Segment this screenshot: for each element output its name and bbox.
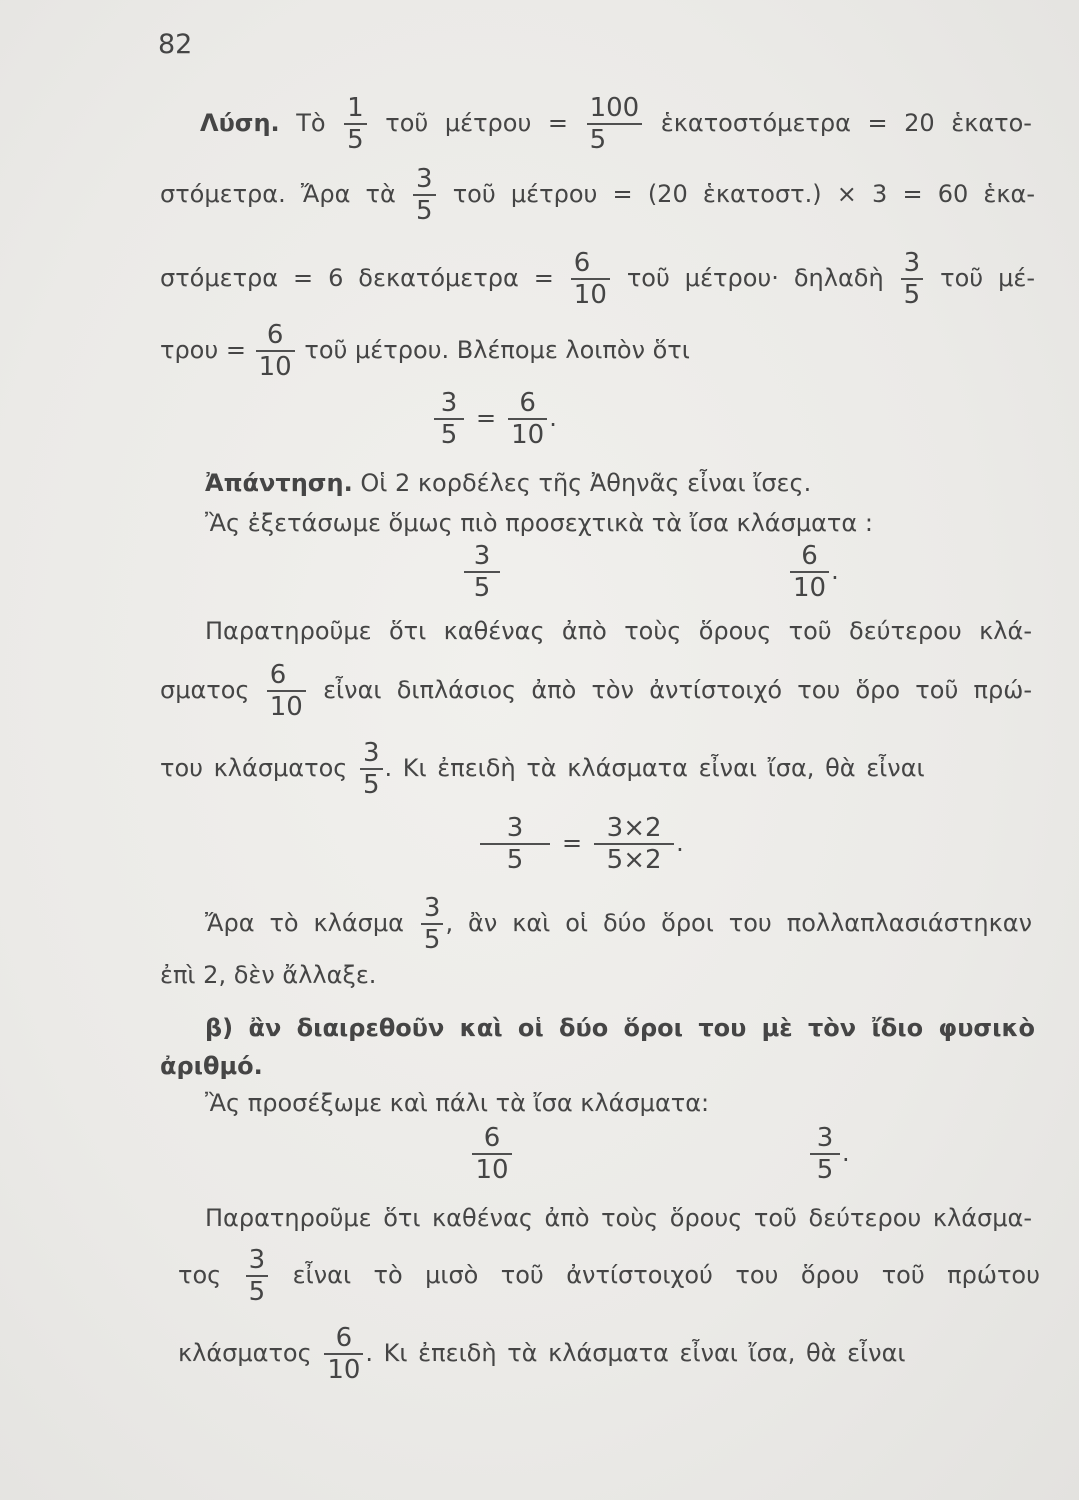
text-segment: . Κι ἐπειδὴ τὰ κλάσματα εἶναι ἴσα, θὰ εἶναι [365,1339,906,1367]
fraction-numerator: 3 [360,740,383,770]
fraction-denominator: 5 [347,124,364,155]
text-line [160,733,1040,803]
fraction-denominator: 5 [423,924,441,955]
fraction-numerator: 6 [571,250,610,280]
text-line [178,1240,1040,1310]
period: . [676,829,684,857]
fraction-numerator: 6 [256,322,295,352]
period: . [549,404,557,432]
fraction-numerator: 3 [901,250,924,280]
fraction-numerator: 3 [434,390,464,420]
text-line [205,1068,1040,1138]
fraction-numerator: 3 [810,1125,840,1155]
solution-label: Λύση. [200,109,280,137]
text-segment: Παρατηροῦμε ὅτι καθένας ἀπὸ τοὺς ὅρους τοῦ δεύτερου κλά- [205,617,1032,645]
fraction-numerator: 6 [790,543,829,573]
fraction [480,812,550,875]
fraction [472,1122,512,1185]
text-segment: του κλάσματος [160,754,348,782]
fraction-denominator: 5 [440,419,458,450]
fraction-denominator: 10 [258,351,292,382]
fraction-numerator: 1 [344,95,367,125]
fraction [810,1122,840,1185]
period: . [831,557,839,585]
text-line [178,1318,1040,1388]
text-segment: τος [178,1261,222,1289]
fraction-numerator: 3 [413,166,436,196]
fraction-denominator: 5 [248,1276,266,1307]
fraction [434,387,464,450]
fraction [267,659,306,722]
equals-sign: = [476,404,497,432]
text-line [160,243,1035,313]
fraction-denominator: 10 [573,279,607,310]
fraction-numerator: 3×2 [594,815,674,845]
fraction-denominator: 5 [473,572,491,603]
fraction-pair-second [808,1118,850,1188]
heading-text: ἀριθμό. [160,1052,263,1080]
fraction [790,540,829,603]
text-segment: κλάσματος [178,1339,312,1367]
fraction-denominator: 10 [327,1354,361,1385]
fraction [246,1244,269,1307]
fraction [344,92,367,155]
heading-text: β) ἂν διαιρεθοῦν καὶ οἱ δύο ὅροι του μὲ τὸν ἴδιο φυσικὸ [205,1014,1035,1042]
fraction-denominator: 10 [269,691,303,722]
fraction [508,387,547,450]
equation [432,383,557,453]
fraction-denominator: 5 [589,124,607,155]
fraction-numerator: 6 [508,390,547,420]
answer-label: Ἀπάντηση. [205,469,353,497]
text-line [160,315,1040,385]
text-segment: ἐπὶ 2, δὲν ἄλλαξε. [160,961,377,989]
fraction [901,247,924,310]
text-segment: τοῦ μέτρου = [385,109,568,137]
text-segment: τρου = [160,336,246,364]
fraction-pair-first [470,1118,514,1188]
text-segment: Ἂς ἐξετάσωμε ὅμως πιὸ προσεχτικὰ τὰ ἴσα κλάσματα : [205,509,873,537]
text-segment: στόμετρα. Ἄρα τὰ [160,180,396,208]
fraction-denominator: 5 [506,844,524,875]
fraction-denominator: 5 [903,279,921,310]
text-line [200,88,1032,158]
page-number: 82 [158,29,193,60]
text-segment: στόμετρα = 6 δεκατόμετρα = [160,264,554,292]
fraction-numerator: 3 [421,895,444,925]
fraction-denominator: 10 [475,1154,509,1185]
text-segment: Ἂς προσέξωμε καὶ πάλι τὰ ἴσα κλάσματα: [205,1089,710,1117]
text-segment: Οἱ 2 κορδέλες τῆς Ἀθηνᾶς εἶναι ἴσες. [360,469,812,497]
text-segment: τοῦ μέτρου = (20 ἑκατοστ.) × 3 = 60 ἑκα- [452,180,1036,208]
text-segment: , ἂν καὶ οἱ δύο ὅροι του πολλαπλασιάστηκαν [445,909,1032,937]
text-line [160,159,1035,229]
fraction [464,540,500,603]
equals-sign: = [562,829,583,857]
text-segment: εἶναι διπλάσιος ἀπὸ τὸν ἀντίστοιχό του ὅρο τοῦ πρώ- [323,676,1032,704]
text-segment: Παρατηροῦμε ὅτι καθένας ἀπὸ τοὺς ὅρους τοῦ δεύτερου κλάσμα- [205,1204,1032,1232]
text-segment: τοῦ μέτρου. Βλέπομε λοιπὸν ὅτι [304,336,690,364]
fraction-denominator: 5 [416,195,433,226]
fraction-denominator: 10 [793,572,827,603]
text-segment: εἶναι τὸ μισὸ τοῦ ἀντίστοιχού του ὅρου τοῦ πρώτου [292,1261,1040,1289]
fraction-numerator: 6 [472,1125,512,1155]
fraction [587,92,643,155]
equation [478,808,684,878]
fraction [413,163,436,226]
text-segment: τοῦ μέτρου· δηλαδὴ [626,264,884,292]
fraction-denominator: 5×2 [606,844,662,875]
fraction [594,812,674,875]
text-segment: . Κι ἐπειδὴ τὰ κλάσματα εἶναι ἴσα, θὰ εἶναι [384,754,925,782]
fraction [256,319,295,382]
fraction-numerator: 3 [246,1247,269,1277]
text-segment: ἑκατοστόμετρα = 20 ἑκατο- [660,109,1032,137]
text-segment: σματος [160,676,250,704]
text-segment: Ἄρα τὸ κλάσμα [205,909,404,937]
text-line [205,488,1040,558]
fraction [324,1322,363,1385]
fraction-numerator: 6 [267,662,306,692]
fraction-denominator: 5 [816,1154,834,1185]
fraction [571,247,610,310]
fraction-denominator: 10 [511,419,545,450]
text-line [160,655,1032,725]
period: . [842,1139,850,1167]
fraction-numerator: 3 [480,815,550,845]
fraction-numerator: 100 [587,95,643,125]
fraction [360,737,383,800]
fraction-numerator: 3 [464,543,500,573]
text-segment: Τὸ [296,109,326,137]
fraction-numerator: 6 [324,1325,363,1355]
fraction-denominator: 5 [362,769,380,800]
text-segment: τοῦ μέ- [940,264,1036,292]
